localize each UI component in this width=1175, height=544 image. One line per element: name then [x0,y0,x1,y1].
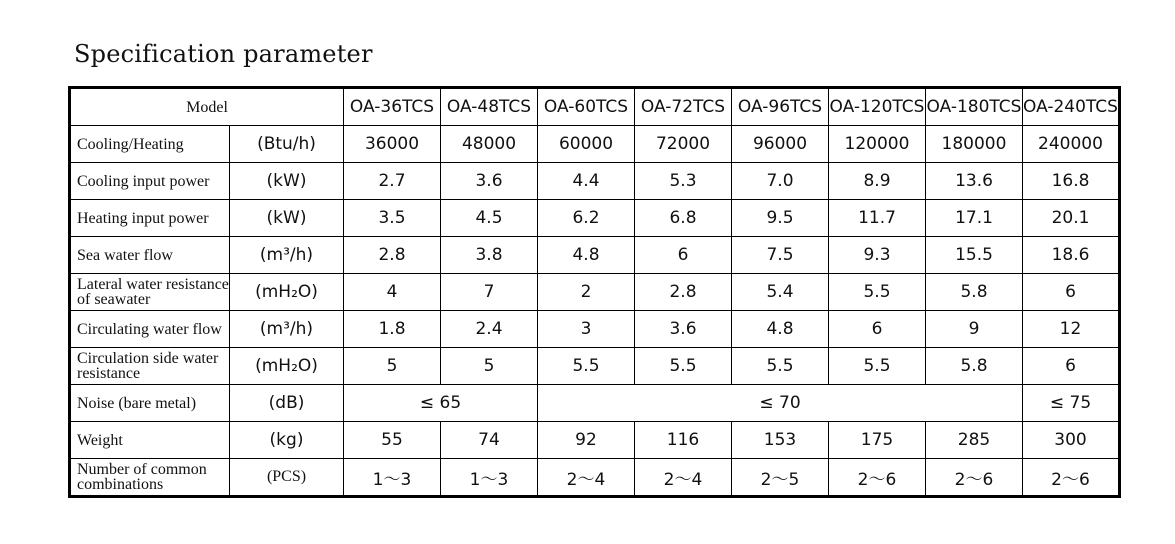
table-cell: 5.5 [829,274,926,311]
table-row [70,237,1120,274]
table-cell: 5.4 [732,274,829,311]
table-cell: ≤ 75 [1023,385,1120,422]
table-cell: 116 [635,422,732,459]
table-cell: 6 [1023,274,1120,311]
table-cell: 7.5 [732,237,829,274]
table-cell: 18.6 [1023,237,1120,274]
table-cell: 12 [1023,311,1120,348]
table-cell: 16.8 [1023,163,1120,200]
table-cell: 55 [344,422,441,459]
row-label: Weight [70,422,230,459]
table-cell: 17.1 [926,200,1023,237]
table-cell: 36000 [344,126,441,163]
table-cell: 3.6 [441,163,538,200]
row-unit: (mH₂O) [230,274,344,311]
table-cell: ≤ 70 [538,385,1023,422]
table-cell: 74 [441,422,538,459]
table-cell: 5 [344,348,441,385]
table-cell: 5.5 [829,348,926,385]
row-unit: (kg) [230,422,344,459]
table-cell: 3.8 [441,237,538,274]
table-cell: 153 [732,422,829,459]
table-row [70,126,1120,163]
table-cell: 2～6 [829,459,926,497]
table-cell: 4.8 [732,311,829,348]
table-cell: 11.7 [829,200,926,237]
table-cell: 300 [1023,422,1120,459]
table-cell: 4 [344,274,441,311]
row-unit: (m³/h) [230,237,344,274]
table-cell: 5 [441,348,538,385]
row-label: Sea water flow [70,237,230,274]
model-header: OA-72TCS [635,88,732,126]
table-cell: 2.8 [635,274,732,311]
table-cell: 175 [829,422,926,459]
table-row [70,163,1120,200]
table-cell: 2～4 [635,459,732,497]
table-cell: 2～6 [926,459,1023,497]
row-label: Lateral water resistance of seawater [70,274,230,311]
table-cell: 92 [538,422,635,459]
spec-table [68,86,1121,498]
table-cell: 2～5 [732,459,829,497]
table-cell: 5.5 [635,348,732,385]
row-label: Heating input power [70,200,230,237]
table-cell: 8.9 [829,163,926,200]
table-cell: 7 [441,274,538,311]
table-row [70,274,1120,311]
table-cell: 20.1 [1023,200,1120,237]
table-row [70,348,1120,385]
row-unit: (Btu/h) [230,126,344,163]
table-cell: 120000 [829,126,926,163]
table-cell: 96000 [732,126,829,163]
table-cell: 1～3 [441,459,538,497]
table-row [70,311,1120,348]
row-unit: (kW) [230,163,344,200]
model-header: OA-120TCS [829,88,926,126]
table-cell: 9.5 [732,200,829,237]
row-unit: (kW) [230,200,344,237]
table-cell: 5.5 [732,348,829,385]
table-cell: 240000 [1023,126,1120,163]
table-cell: ≤ 65 [344,385,538,422]
row-unit: (mH₂O) [230,348,344,385]
table-row [70,200,1120,237]
row-label: Circulation side water resistance [70,348,230,385]
table-cell: 5.3 [635,163,732,200]
table-cell: 4.4 [538,163,635,200]
table-cell: 2～6 [1023,459,1120,497]
table-cell: 1～3 [344,459,441,497]
model-header: OA-180TCS [926,88,1023,126]
table-cell: 2.8 [344,237,441,274]
table-cell: 72000 [635,126,732,163]
table-row [70,385,1120,422]
table-cell: 6.2 [538,200,635,237]
table-cell: 1.8 [344,311,441,348]
table-cell: 2～4 [538,459,635,497]
table-cell: 2.7 [344,163,441,200]
table-cell: 4.5 [441,200,538,237]
table-cell: 4.8 [538,237,635,274]
table-cell: 6 [829,311,926,348]
row-label: Cooling input power [70,163,230,200]
table-cell: 2.4 [441,311,538,348]
model-header: OA-96TCS [732,88,829,126]
model-header: OA-36TCS [344,88,441,126]
table-cell: 9 [926,311,1023,348]
row-unit: (dB) [230,385,344,422]
table-cell: 285 [926,422,1023,459]
row-label: Circulating water flow [70,311,230,348]
model-label: Model [70,88,344,126]
table-cell: 180000 [926,126,1023,163]
table-cell: 48000 [441,126,538,163]
header-row [70,88,1120,126]
table-cell: 5.5 [538,348,635,385]
table-cell: 15.5 [926,237,1023,274]
table-cell: 6 [1023,348,1120,385]
table-cell: 9.3 [829,237,926,274]
table-cell: 5.8 [926,274,1023,311]
table-row [70,459,1120,497]
row-unit: (m³/h) [230,311,344,348]
table-cell: 3.6 [635,311,732,348]
table-cell: 6.8 [635,200,732,237]
table-cell: 2 [538,274,635,311]
table-cell: 5.8 [926,348,1023,385]
table-cell: 6 [635,237,732,274]
page-title: Specification parameter [74,40,373,68]
model-header: OA-60TCS [538,88,635,126]
row-label: Noise (bare metal) [70,385,230,422]
model-header: OA-48TCS [441,88,538,126]
row-label: Cooling/Heating [70,126,230,163]
row-label: Number of common combinations [70,459,230,497]
table-cell: 60000 [538,126,635,163]
table-cell: 7.0 [732,163,829,200]
row-unit: (PCS) [230,459,344,497]
model-header: OA-240TCS [1023,88,1120,126]
table-cell: 3.5 [344,200,441,237]
table-cell: 3 [538,311,635,348]
table-row [70,422,1120,459]
table-cell: 13.6 [926,163,1023,200]
